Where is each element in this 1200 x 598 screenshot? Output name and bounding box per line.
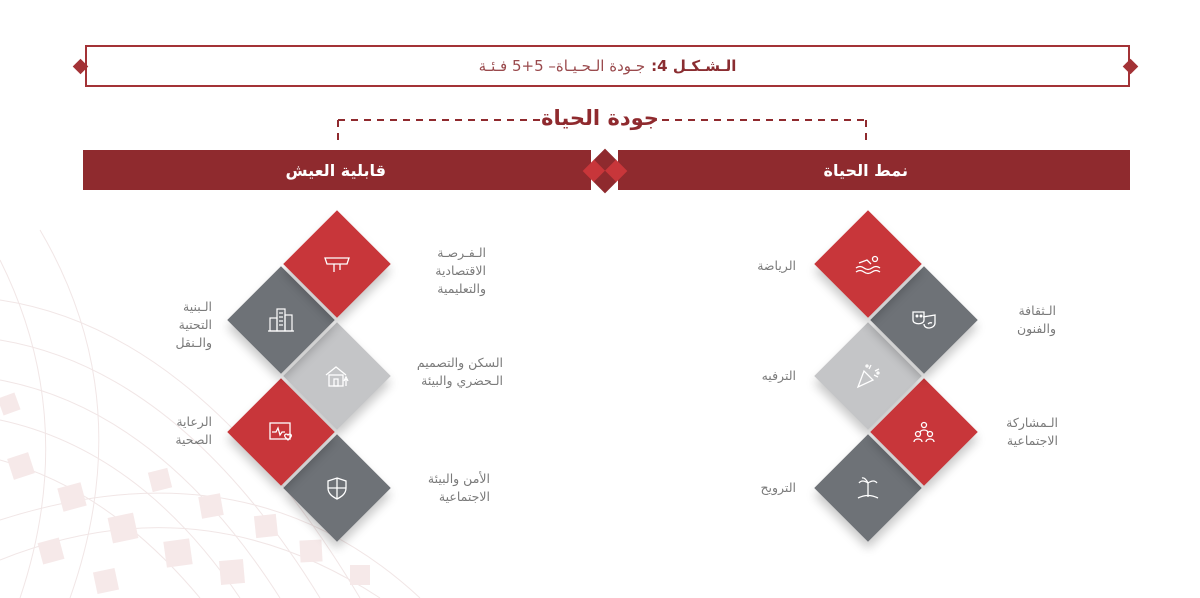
- livability-label: قابلية العيش: [285, 160, 386, 180]
- label-line: والتعليمية: [437, 281, 486, 296]
- theater-masks-icon: [907, 303, 941, 337]
- label-entertainment: [762, 367, 796, 385]
- label-line: الرياضة: [757, 258, 796, 273]
- label-line: الاجتماعية: [1006, 433, 1058, 448]
- graduation-cap-icon: [320, 247, 354, 281]
- label-line: الترفيه: [761, 368, 796, 383]
- label-recreation: [760, 479, 796, 497]
- island-icon: [851, 471, 885, 505]
- health-monitor-icon: [264, 415, 298, 449]
- label-line: الاجتماعية: [438, 489, 490, 504]
- label-line: الأمن والبيئة: [427, 471, 490, 486]
- lifestyle-banner: [618, 150, 1130, 190]
- label-housing-urban-design: [417, 354, 503, 390]
- label-sports: [757, 257, 796, 275]
- buildings-icon: [264, 303, 298, 337]
- label-line: السكن والتصميم: [416, 355, 503, 370]
- label-line: والفنون: [1016, 321, 1056, 336]
- people-group-icon: [907, 415, 941, 449]
- label-line: الـفـرصـة: [437, 245, 486, 260]
- caption-text: جـودة الـحـيـاة– 5+5 فـئـة: [478, 57, 646, 75]
- label-line: الـحضري والبيئة: [421, 373, 503, 388]
- label-line: الـمشاركة: [1006, 415, 1058, 430]
- label-line: الـثقافة: [1018, 303, 1056, 318]
- shield-icon: [320, 471, 354, 505]
- label-line: التحتية: [178, 317, 212, 332]
- party-icon: [851, 359, 885, 393]
- label-line: الصحية: [175, 432, 212, 447]
- label-economic-opportunity: [435, 244, 486, 298]
- label-culture-arts: [1017, 302, 1056, 338]
- quality-of-life-title: جودة الحياة: [541, 106, 659, 130]
- swimmer-icon: [851, 247, 885, 281]
- caption-label: الـشـكـل 4:: [651, 57, 737, 75]
- label-healthcare: [175, 413, 212, 449]
- lifestyle-label: نمط الحياة: [823, 160, 908, 180]
- label-infrastructure: [175, 298, 212, 352]
- label-line: الـبنية: [183, 299, 212, 314]
- housing-icon: [320, 359, 354, 393]
- label-line: والـنقل: [175, 335, 212, 350]
- label-social-participation: [1006, 414, 1058, 450]
- label-line: الرعاية: [176, 414, 212, 429]
- label-line: الاقتصادية: [435, 263, 486, 278]
- livability-banner: [83, 150, 591, 190]
- label-line: الترويح: [760, 480, 796, 495]
- label-security-social: [428, 470, 490, 506]
